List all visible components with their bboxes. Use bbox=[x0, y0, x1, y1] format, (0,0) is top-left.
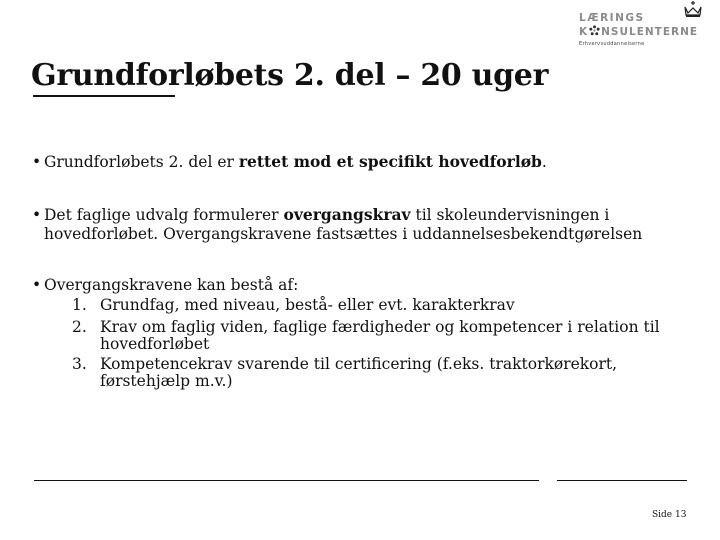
crown-icon bbox=[682, 0, 704, 18]
logo-subtitle: Erhvervsuddannelserne bbox=[579, 41, 645, 47]
footer-rule-left bbox=[34, 480, 539, 481]
logo-text-konsulenterne: K NSULENTERNE bbox=[579, 26, 699, 38]
bullet-2: • Det faglige udvalg formulerer overgangskrav til skoleundervisningen i hovedforløbet. Overgangskravene fastsættes i uddannelsesbekendtgørelsen bbox=[32, 205, 643, 243]
company-logo bbox=[576, 0, 716, 50]
title-underline bbox=[33, 95, 175, 97]
logo-text-laerings: LÆRINGS bbox=[579, 12, 645, 24]
footer-rule-right bbox=[557, 480, 687, 481]
numbered-item-1: 1. Grundfag, med niveau, bestå- eller evt. karakterkrav bbox=[72, 296, 515, 314]
page-number: Side 13 bbox=[652, 510, 687, 520]
bullet-3: • Overgangskravene kan bestå af: bbox=[32, 276, 299, 294]
flower-icon bbox=[589, 25, 600, 36]
bullet-1: • Grundforløbets 2. del er rettet mod et specifikt hovedforløb. bbox=[32, 152, 547, 171]
numbered-item-2: 2. Krav om faglig viden, faglige færdigheder og kompetencer i relation til hovedforløbet bbox=[72, 318, 660, 353]
slide-title: Grundforløbets 2. del – 20 uger bbox=[31, 58, 549, 93]
numbered-item-3: 3. Kompetencekrav svarende til certificering (f.eks. traktorkørekort, førstehjælp m.v.) bbox=[72, 355, 618, 390]
